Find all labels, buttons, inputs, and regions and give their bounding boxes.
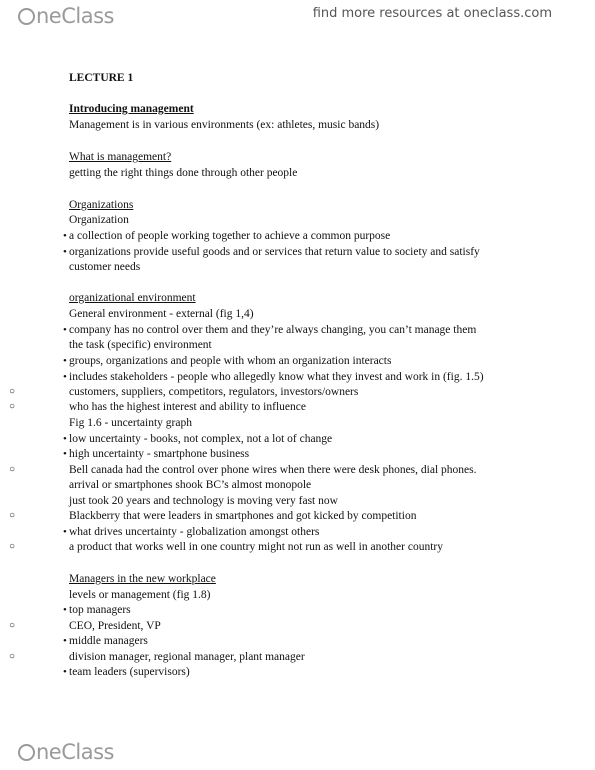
bullet-circle-icon: ○ bbox=[9, 620, 16, 631]
bullet-dot-icon: • bbox=[63, 526, 67, 538]
note-line: includes stakeholders - people who allegedly know what they invest and work in (fig. 1.5) bbox=[69, 371, 484, 383]
logo-o-icon bbox=[18, 8, 35, 25]
note-line: low uncertainty - books, not complex, not a lot of change bbox=[69, 433, 333, 445]
note-line: the task (specific) environment bbox=[69, 339, 212, 351]
section-heading: What is management? bbox=[69, 151, 172, 163]
lecture-title: LECTURE 1 bbox=[69, 72, 134, 84]
bullet-dot-icon: • bbox=[63, 666, 67, 678]
logo-o-icon bbox=[18, 744, 35, 761]
note-line: Bell canada had the control over phone wires when there were desk phones, dial phones. bbox=[69, 464, 477, 476]
note-line: top managers bbox=[69, 604, 131, 616]
note-line: Organization bbox=[69, 214, 129, 226]
note-line: Blackberry that were leaders in smartphones and got kicked by competition bbox=[69, 510, 417, 522]
logo-text: neClass bbox=[36, 740, 114, 764]
note-line: high uncertainty - smartphone business bbox=[69, 448, 250, 460]
note-line: Fig 1.6 - uncertainty graph bbox=[69, 417, 192, 429]
bullet-circle-icon: ○ bbox=[9, 401, 16, 412]
note-line: customer needs bbox=[69, 261, 141, 273]
oneclass-logo bbox=[18, 4, 114, 28]
note-line: customers, suppliers, competitors, regulators, investors/owners bbox=[69, 386, 359, 398]
note-line: organizations provide useful goods and or services that return value to society and satisfy bbox=[69, 246, 480, 258]
section-heading: organizational environment bbox=[69, 292, 196, 304]
note-line: middle managers bbox=[69, 635, 148, 647]
bullet-dot-icon: • bbox=[63, 324, 67, 336]
bullet-dot-icon: • bbox=[63, 246, 67, 258]
note-line: division manager, regional manager, plant manager bbox=[69, 651, 305, 663]
find-more-link[interactable]: find more resources at oneclass.com bbox=[312, 6, 552, 21]
note-line: arrival or smartphones shook BC’s almost monopole bbox=[69, 479, 312, 491]
bullet-circle-icon: ○ bbox=[9, 541, 16, 552]
note-line: what drives uncertainty - globalization amongst others bbox=[69, 526, 320, 538]
section-heading: Introducing management bbox=[69, 103, 194, 115]
bullet-dot-icon: • bbox=[63, 355, 67, 367]
bullet-circle-icon: ○ bbox=[9, 510, 16, 521]
note-line: CEO, President, VP bbox=[69, 620, 161, 632]
note-line: Management is in various environments (ex: athletes, music bands) bbox=[69, 119, 380, 131]
bullet-dot-icon: • bbox=[63, 604, 67, 616]
bullet-dot-icon: • bbox=[63, 635, 67, 647]
bullet-circle-icon: ○ bbox=[9, 464, 16, 475]
note-line: company has no control over them and they’re always changing, you can’t manage them bbox=[69, 324, 477, 336]
note-line: groups, organizations and people with whom an organization interacts bbox=[69, 355, 392, 367]
oneclass-logo-footer bbox=[18, 740, 114, 764]
logo-text: neClass bbox=[36, 4, 114, 28]
note-line: team leaders (supervisors) bbox=[69, 666, 190, 678]
bullet-dot-icon: • bbox=[63, 433, 67, 445]
section-heading: Managers in the new workplace bbox=[69, 573, 216, 585]
bullet-dot-icon: • bbox=[63, 448, 67, 460]
bullet-circle-icon: ○ bbox=[9, 651, 16, 662]
note-line: levels or management (fig 1.8) bbox=[69, 589, 211, 601]
section-heading: Organizations bbox=[69, 199, 134, 211]
note-line: a product that works well in one country might not run as well in another country bbox=[69, 541, 443, 553]
note-line: getting the right things done through other people bbox=[69, 167, 298, 179]
note-line: a collection of people working together to achieve a common purpose bbox=[69, 230, 391, 242]
note-line: who has the highest interest and ability to influence bbox=[69, 401, 306, 413]
bullet-circle-icon: ○ bbox=[9, 386, 16, 397]
bullet-dot-icon: • bbox=[63, 230, 67, 242]
note-line: General environment - external (fig 1,4) bbox=[69, 308, 254, 320]
note-line: just took 20 years and technology is moving very fast now bbox=[69, 495, 338, 507]
bullet-dot-icon: • bbox=[63, 371, 67, 383]
